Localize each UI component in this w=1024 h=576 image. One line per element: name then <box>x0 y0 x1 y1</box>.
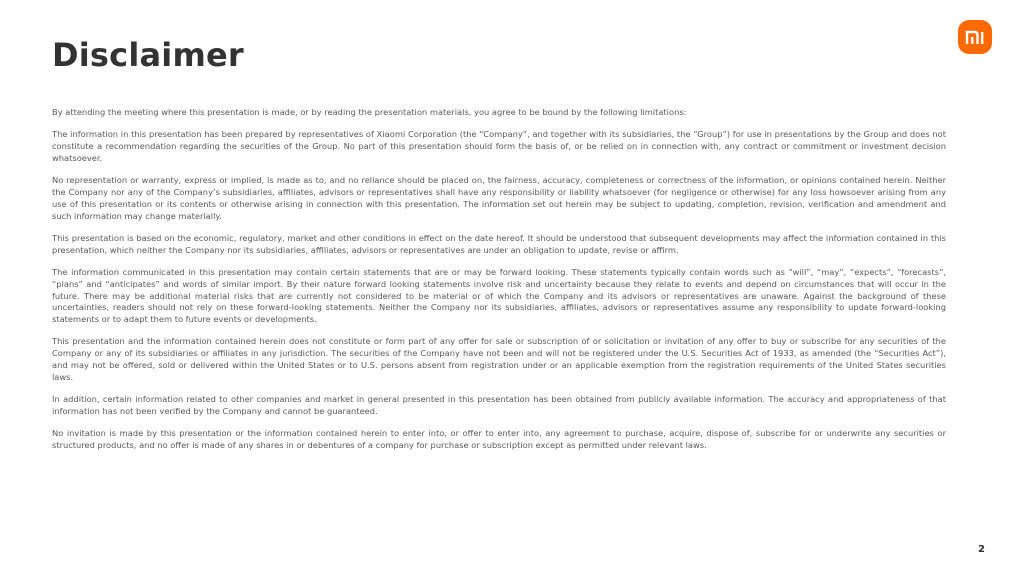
disclaimer-paragraph-preparation: The information in this presentation has been prepared by representatives of Xiaomi Corporation (the “Company”, and together with its subsidiaries, the “Group”) for use in presentations by the Group and does not constitute a recommendation regarding the securities of the Group. No part of this presentation should form the basis of, or be relied on in connection with, any contract or commitment or investment decision whatsoever. <box>52 129 946 163</box>
disclaimer-paragraph-third-party-info: In addition, certain information related to other companies and market in general presented in this presentation has been obtained from publicly available information. The accuracy and appropriateness of that information has not been verified by the Company and cannot be guaranteed. <box>52 394 946 416</box>
disclaimer-paragraph-conditions: This presentation is based on the economic, regulatory, market and other conditions in effect on the date hereof. It should be understood that subsequent developments may affect the information contained in this presentation, which neither the Company nor its subsidiaries, affiliates, advisors or representatives are under an obligation to update, revise or affirm. <box>52 232 946 255</box>
disclaimer-body <box>52 107 946 462</box>
disclaimer-paragraph-intro: By attending the meeting where this presentation is made, or by reading the presentation materials, you agree to be bound by the following limitations: <box>52 107 687 117</box>
disclaimer-paragraph-no-representation: No representation or warranty, express or implied, is made as to, and no reliance should be placed on, the fairness, accuracy, completeness or correctness of the information, or opinions contained herein. Neither the Company nor any of the Company’s subsidiaries, affiliates, advisors or representatives shall have any responsibility or liability whatsoever (for negligence or otherwise) for any loss howsoever arising from any use of this presentation or its contents or otherwise arising in connection with this presentation. The information set out herein may be subject to updating, completion, revision, verification and amendment and such information may change materially. <box>52 175 946 221</box>
disclaimer-paragraph-no-invitation: No invitation is made by this presentation or the information contained herein to enter into, or offer to enter into, any agreement to purchase, acquire, dispose of, subscribe for or underwrite any securities or structured products, and no offer is made of any shares in or debentures of a company for purchase or subscription except as permitted under relevant laws. <box>52 428 946 451</box>
page-number: 2 <box>978 544 985 555</box>
xiaomi-logo <box>958 20 992 54</box>
mi-logo-icon <box>965 30 985 44</box>
disclaimer-paragraph-forward-looking: The information communicated in this presentation may contain certain statements that are or may be forward looking. These statements typically contain words such as “will”, “may”, “expects”, “forecasts”, “plans” and “anticipates” and words of similar import. By their nature forward looking statements involve risk and uncertainty because they relate to events and depend on circumstances that will occur in the future. There may be additional material risks that are currently not considered to be material or of which the Company and its advisors or representatives are unaware. Against the background of these uncertainties, readers should not rely on these forward-looking statements. Neither the Company nor its subsidiaries, affiliates, advisors or representatives assume any responsibility to update forward-looking statements or to adapt them to future events or developments. <box>52 266 946 325</box>
page-title: Disclaimer <box>52 36 244 74</box>
disclaimer-paragraph-no-offer: This presentation and the information contained herein does not constitute or form part of any offer for sale or subscription of or solicitation or invitation of any offer to buy or subscribe for any securities of the Company or any of its subsidiaries or affiliates in any jurisdiction. The securities of the Company have not been and will not be registered under the U.S. Securities Act of 1933, as amended (the “Securities Act”), and may not be offered, sold or delivered within the United States or to U.S. persons absent from registration under or an applicable exemption from the registration requirements of the United States securities laws. <box>52 336 946 382</box>
